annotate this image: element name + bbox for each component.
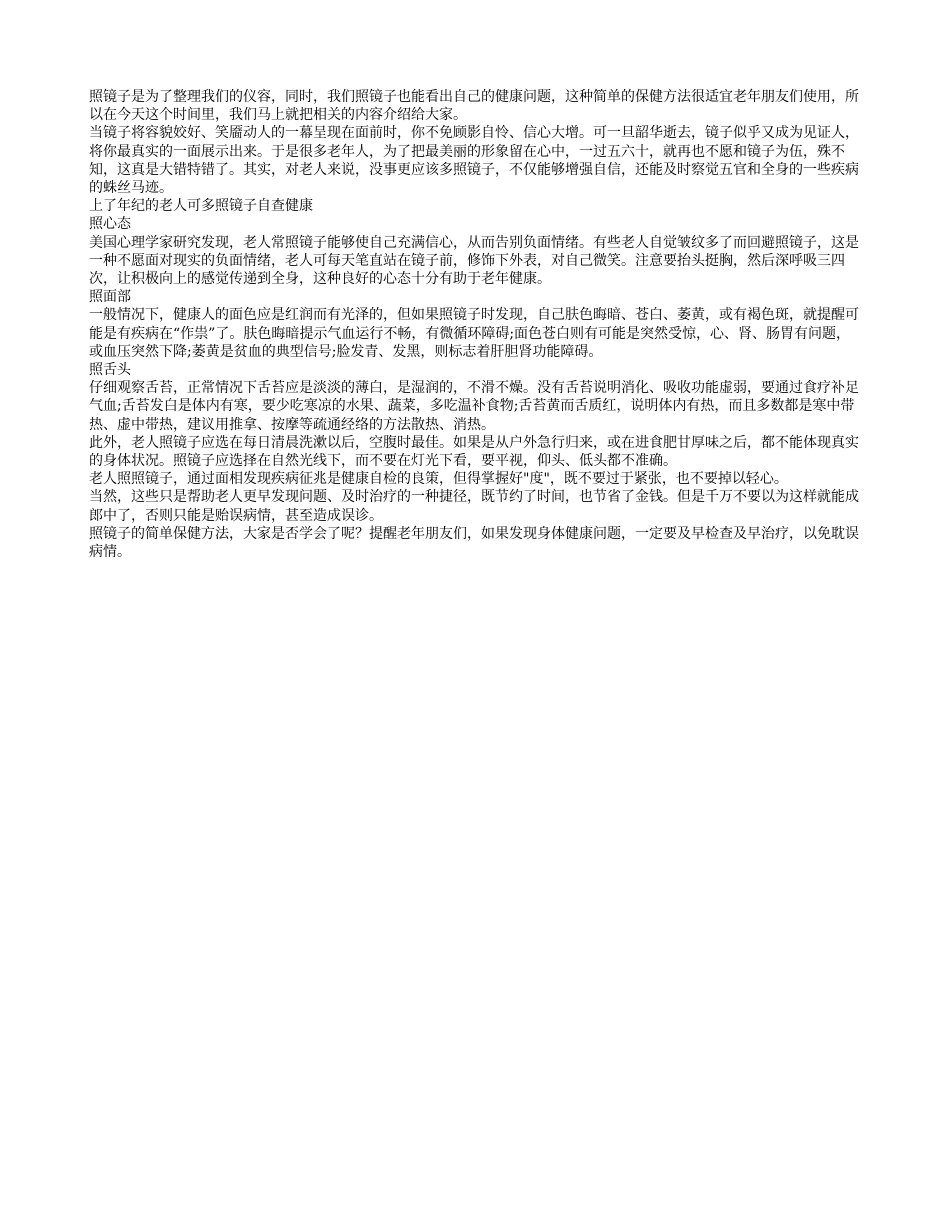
subheading-tongue: 照舌头 [89, 362, 131, 379]
mirror-paragraph: 当镜子将容貌姣好、笑靥动人的一幕呈现在面前时，你不免顾影自怜、信心大增。可一旦韶华逝去，镜子似乎又成为见证人，将你最真实的一面展示出来。于是很多老年人，为了把最美丽的形象留在心中，一过五六十，就再也不愿和镜子为伍，殊不知，这真是大错特错了。其实，对老人来说，没事更应该多照镜子，不仅能够增强自信，还能及时察觉五官和全身的一些疾病的蛛丝马迹。 [89, 125, 859, 197]
subheading-mindset: 照心态 [89, 216, 131, 233]
article-body [89, 88, 864, 561]
section-title: 上了年纪的老人可多照镜子自查健康 [89, 198, 313, 215]
closing-paragraph: 照镜子的简单保健方法，大家是否学会了呢？提醒老年朋友们，如果发现身体健康问题，一定要及早检查及早治疗，以免耽误病情。 [89, 525, 859, 561]
subheading-face: 照面部 [89, 289, 131, 306]
mindset-paragraph: 美国心理学家研究发现，老人常照镜子能够使自己充满信心，从而告别负面情绪。有些老人自觉皱纹多了而回避照镜子，这是一种不愿面对现实的负面情绪，老人可每天笔直站在镜子前，修饰下外表，对自己微笑。注意要抬头挺胸，然后深呼吸三四次，让积极向上的感觉传递到全身，这种良好的心态十分有助于老年健康。 [89, 234, 859, 288]
tongue-paragraph: 仔细观察舌苔，正常情况下舌苔应是淡淡的薄白，是湿润的，不滑不燥。没有舌苔说明消化、吸收功能虚弱，要通过食疗补足气血;舌苔发白是体内有寒，要少吃寒凉的水果、蔬菜，多吃温补食物;舌苔黄而舌质红，说明体内有热，而且多数都是寒中带热、虚中带热，建议用推拿、按摩等疏通经络的方法散热、消热。 [89, 380, 859, 433]
intro-paragraph: 照镜子是为了整理我们的仪容，同时，我们照镜子也能看出自己的健康问题，这种简单的保健方法很适宜老年朋友们使用，所以在今天这个时间里，我们马上就把相关的内容介绍给大家。 [89, 89, 859, 124]
timing-paragraph: 此外，老人照镜子应选在每日清晨洗漱以后，空腹时最佳。如果是从户外急行归来，或在进食肥甘厚味之后，都不能体现真实的身体状况。照镜子应选择在自然光线下，而不要在灯光下看，要平视，仰头、低头都不准确。 [89, 434, 859, 470]
balance-paragraph: 老人照照镜子，通过面相发现疾病征兆是健康自检的良策，但得掌握好"度"，既不要过于紧张，也不要掉以轻心。 [89, 471, 788, 488]
caution-paragraph: 当然，这些只是帮助老人更早发现问题、及时治疗的一种捷径，既节约了时间，也节省了金钱。但是千万不要以为这样就能成郎中了，否则只能是贻误病情，甚至造成误诊。 [89, 489, 859, 524]
face-paragraph: 一般情况下，健康人的面色应是红润而有光泽的，但如果照镜子时发现，自己肤色晦暗、苍白、萎黄，或有褐色斑，就提醒可能是有疾病在“作祟”了。肤色晦暗提示气血运行不畅，有微循环障碍;面色苍白则有可能是突然受惊，心、肾、肠胃有问题，或血压突然下降;萎黄是贫血的典型信号;脸发青、发黑，则标志着肝胆肾功能障碍。 [89, 307, 859, 360]
